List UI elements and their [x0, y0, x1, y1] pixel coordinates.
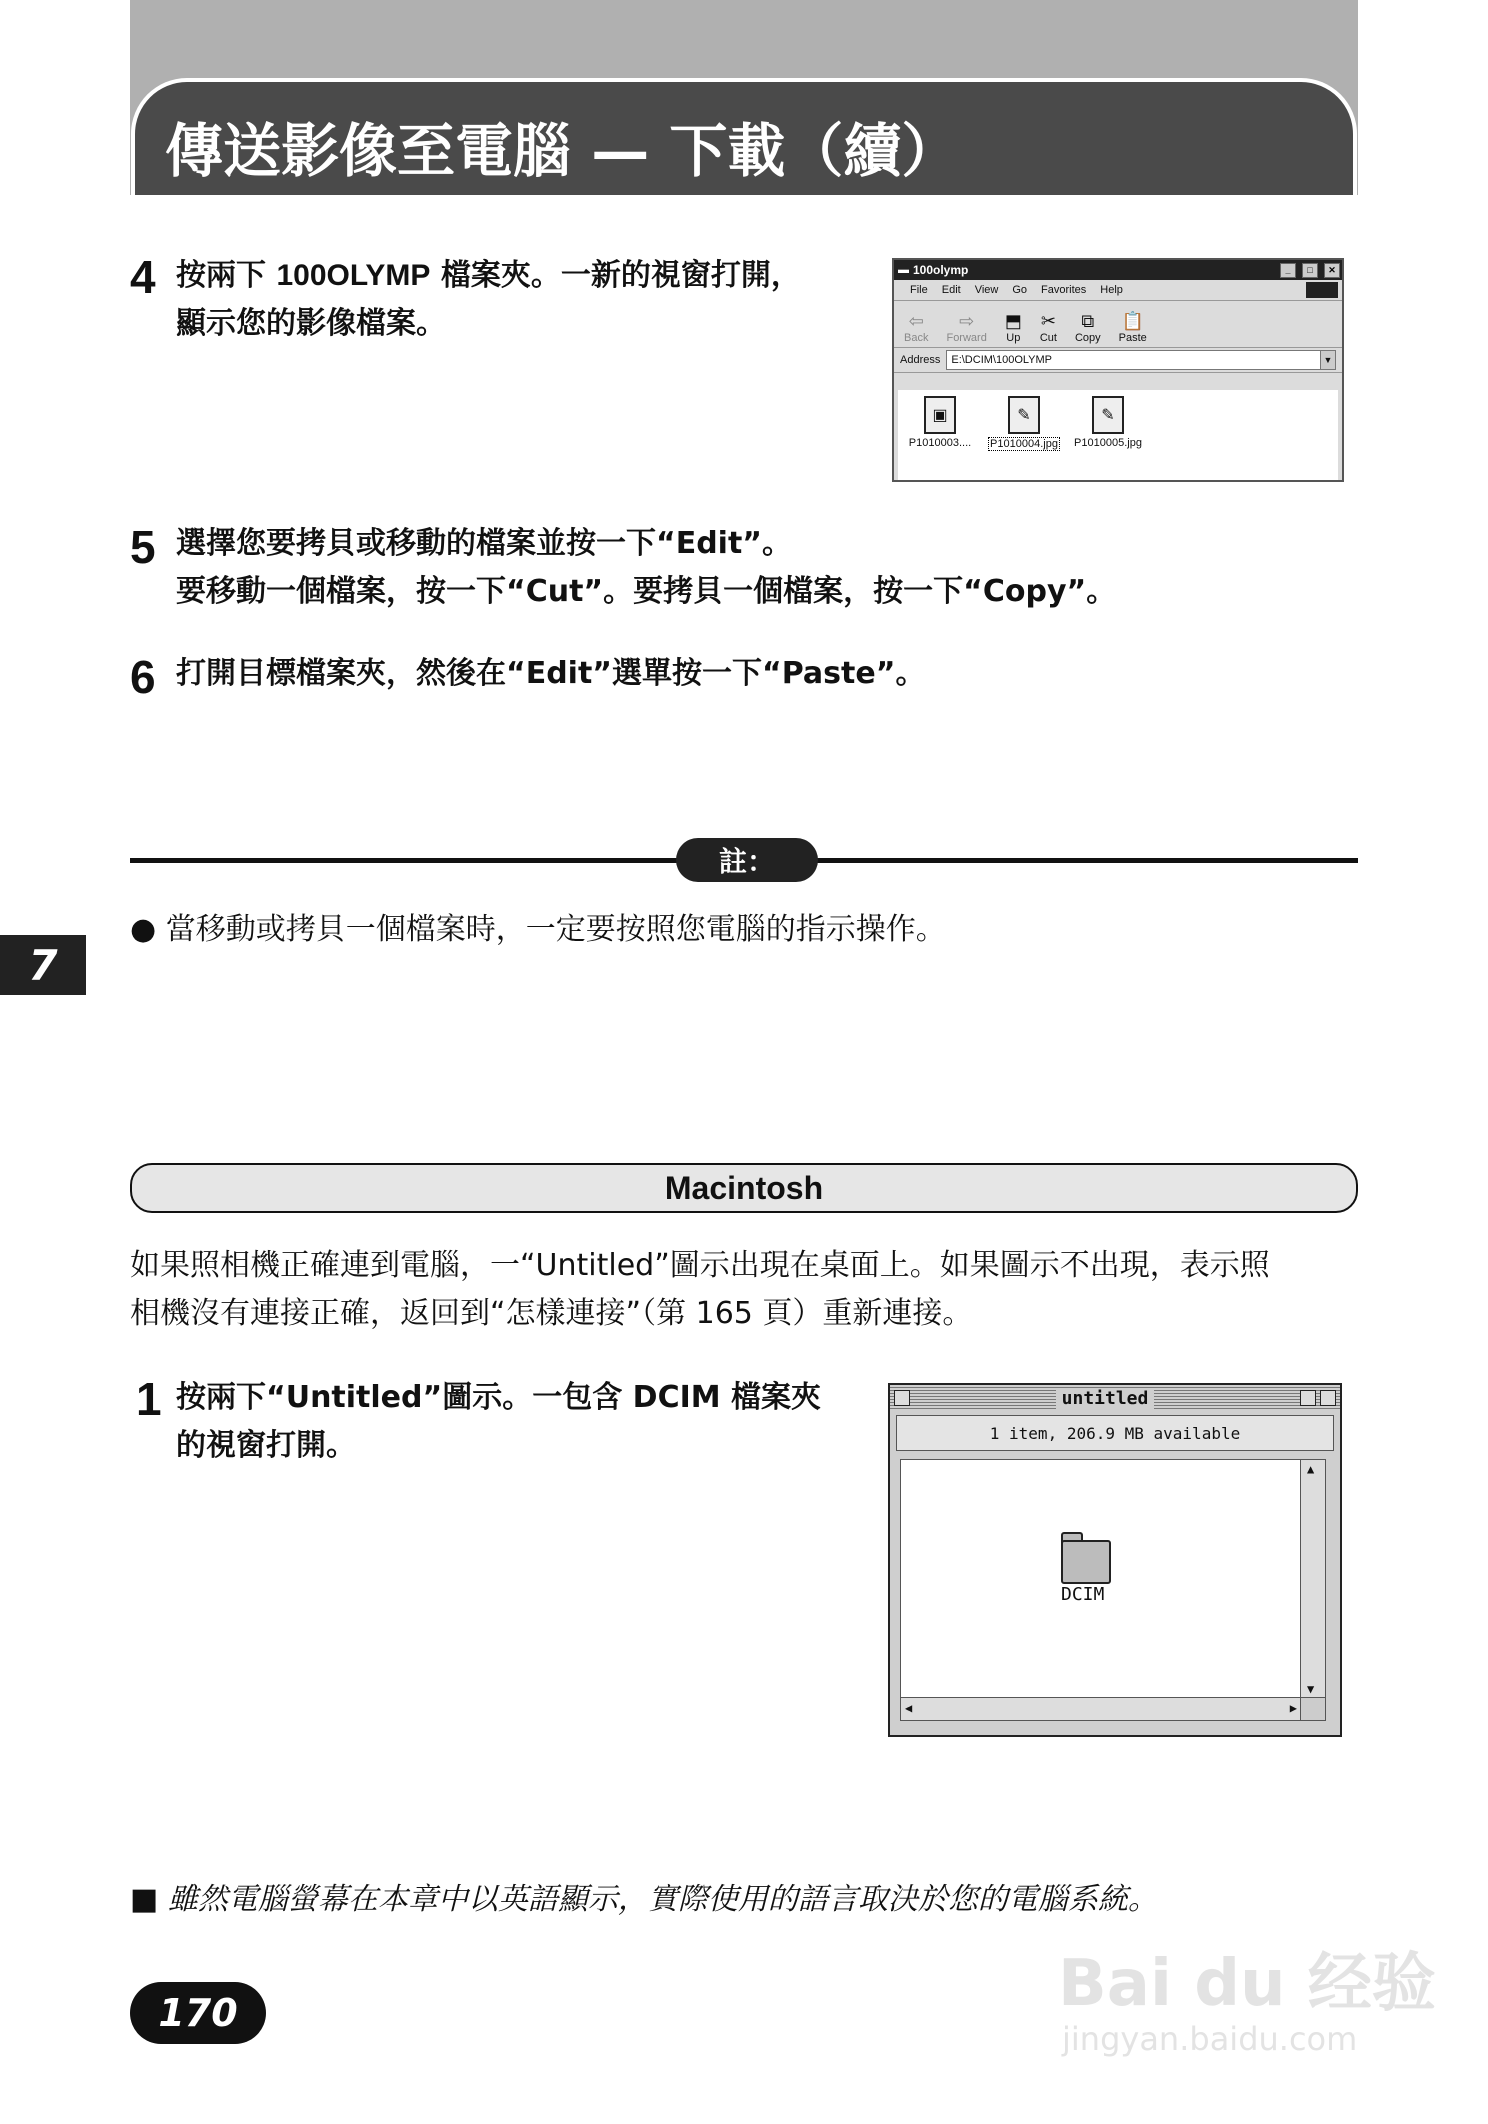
- movie-file-icon: ▣: [924, 396, 956, 434]
- step-6-number: 6: [130, 651, 156, 703]
- mac-paragraph-line-2: 相機沒有連接正確，返回到“怎樣連接”（第 165 頁）重新連接。: [130, 1296, 973, 1331]
- window-title: 100olymp: [913, 263, 969, 277]
- step-6-line-1: 打開目標檔案夾，然後在“Edit”選單按一下“Paste”。: [176, 656, 926, 691]
- address-label: Address: [900, 354, 941, 366]
- menu-favorites[interactable]: Favorites: [1041, 284, 1087, 296]
- language-note: ■ 雖然電腦螢幕在本章中以英語顯示，實際使用的語言取決於您的電腦系統。: [130, 1882, 1158, 1917]
- menu-file[interactable]: File: [910, 284, 928, 296]
- menu-edit[interactable]: Edit: [941, 284, 961, 296]
- step-5-line-1: 選擇您要拷貝或移動的檔案並按一下“Edit”。: [176, 526, 793, 561]
- folder-icon: ▬: [898, 264, 909, 276]
- mac-content-pane: [900, 1459, 1302, 1699]
- address-input[interactable]: E:\DCIM\100OLYMP ▼: [946, 350, 1336, 370]
- menu-help[interactable]: Help: [1100, 284, 1123, 296]
- scroll-down-icon[interactable]: ▼: [1307, 1682, 1315, 1696]
- up-button[interactable]: ⬒ Up: [1004, 311, 1022, 344]
- folder-label[interactable]: DCIM: [1061, 1584, 1105, 1605]
- step-4-number: 4: [130, 251, 156, 303]
- mac-step-1-line-1: 按兩下“Untitled”圖示。一包含 DCIM 檔案夾: [176, 1380, 822, 1415]
- step-4-line-2: 顯示您的影像檔案。: [176, 306, 446, 341]
- minimize-button[interactable]: _: [1280, 263, 1296, 278]
- copy-button[interactable]: ⧉ Copy: [1074, 311, 1101, 344]
- copy-icon: ⧉: [1081, 311, 1095, 331]
- page-number: 170: [130, 1982, 266, 2044]
- vertical-scrollbar[interactable]: [1300, 1459, 1326, 1699]
- step-4-line-1: 按兩下 100OLYMP 檔案夾。一新的視窗打開，: [176, 258, 801, 293]
- step-5-number: 5: [130, 521, 156, 573]
- file-item[interactable]: ▣ P1010003....: [902, 396, 978, 474]
- step-5-line-2: 要移動一個檔案，按一下“Cut”。要拷貝一個檔案，按一下“Copy”。: [176, 574, 1117, 609]
- mac-paragraph-line-1: 如果照相機正確連到電腦，一“Untitled”圖示出現在桌面上。如果圖示不出現，表示照: [130, 1248, 1270, 1283]
- note-label: 註：: [676, 838, 818, 882]
- mac-info-bar: 1 item, 206.9 MB available: [896, 1415, 1334, 1451]
- window-title-bar: [894, 260, 1342, 280]
- cut-button[interactable]: ✂ Cut: [1039, 311, 1057, 344]
- paste-button[interactable]: 📋 Paste: [1118, 311, 1147, 344]
- forward-arrow-icon: ⇨: [959, 311, 975, 331]
- scissors-icon: ✂: [1040, 311, 1056, 331]
- close-box[interactable]: [894, 1390, 910, 1406]
- image-file-icon: ✎: [1008, 396, 1040, 434]
- mac-step-1-line-2: 的視窗打開。: [176, 1428, 356, 1463]
- resize-handle-icon[interactable]: [1300, 1697, 1326, 1721]
- paste-icon: 📋: [1121, 311, 1144, 331]
- back-arrow-icon: ⇦: [908, 311, 924, 331]
- scroll-right-icon[interactable]: ▶: [1289, 1701, 1297, 1715]
- page-title: 傳送影像至電腦 — 下載（續）: [165, 117, 960, 185]
- toolbar: [894, 301, 1342, 348]
- file-pane: [898, 390, 1338, 480]
- file-item[interactable]: ✎ P1010005.jpg: [1070, 396, 1146, 474]
- collapse-box[interactable]: [1320, 1390, 1336, 1406]
- file-item[interactable]: ✎ P1010004.jpg: [986, 396, 1062, 474]
- windows-logo-icon: [1306, 282, 1338, 298]
- mac-step-1-number: 1: [136, 1373, 162, 1425]
- forward-button[interactable]: ⇨ Forward: [946, 311, 987, 344]
- folder-icon[interactable]: [1061, 1540, 1111, 1584]
- up-folder-icon: ⬒: [1004, 311, 1022, 331]
- baidu-watermark-url: jingyan.baidu.com: [1062, 2020, 1358, 2058]
- note-text: ● 當移動或拷貝一個檔案時，一定要按照您電腦的指示操作。: [130, 912, 946, 947]
- menu-go[interactable]: Go: [1012, 284, 1028, 296]
- mac-title-bar: [890, 1385, 1340, 1411]
- maximize-button[interactable]: □: [1302, 263, 1318, 278]
- chevron-down-icon[interactable]: ▼: [1320, 351, 1335, 369]
- close-button[interactable]: ✕: [1324, 263, 1340, 278]
- menu-view[interactable]: View: [974, 284, 999, 296]
- menu-bar: [894, 280, 1342, 301]
- windows-explorer-window: [892, 258, 1344, 482]
- mac-finder-window: [888, 1383, 1342, 1737]
- macintosh-section-header: Macintosh: [130, 1163, 1358, 1213]
- horizontal-scrollbar[interactable]: [900, 1697, 1302, 1721]
- address-bar: [894, 348, 1342, 373]
- mac-window-title: untitled: [1056, 1388, 1155, 1409]
- chapter-tab: 7: [0, 935, 86, 995]
- zoom-box[interactable]: [1300, 1390, 1316, 1406]
- image-file-icon: ✎: [1092, 396, 1124, 434]
- scroll-left-icon[interactable]: ◀: [905, 1701, 913, 1715]
- back-button[interactable]: ⇦ Back: [904, 311, 929, 344]
- scroll-up-icon[interactable]: ▲: [1307, 1462, 1315, 1476]
- baidu-watermark: Bai du 经验: [1058, 1947, 1436, 2021]
